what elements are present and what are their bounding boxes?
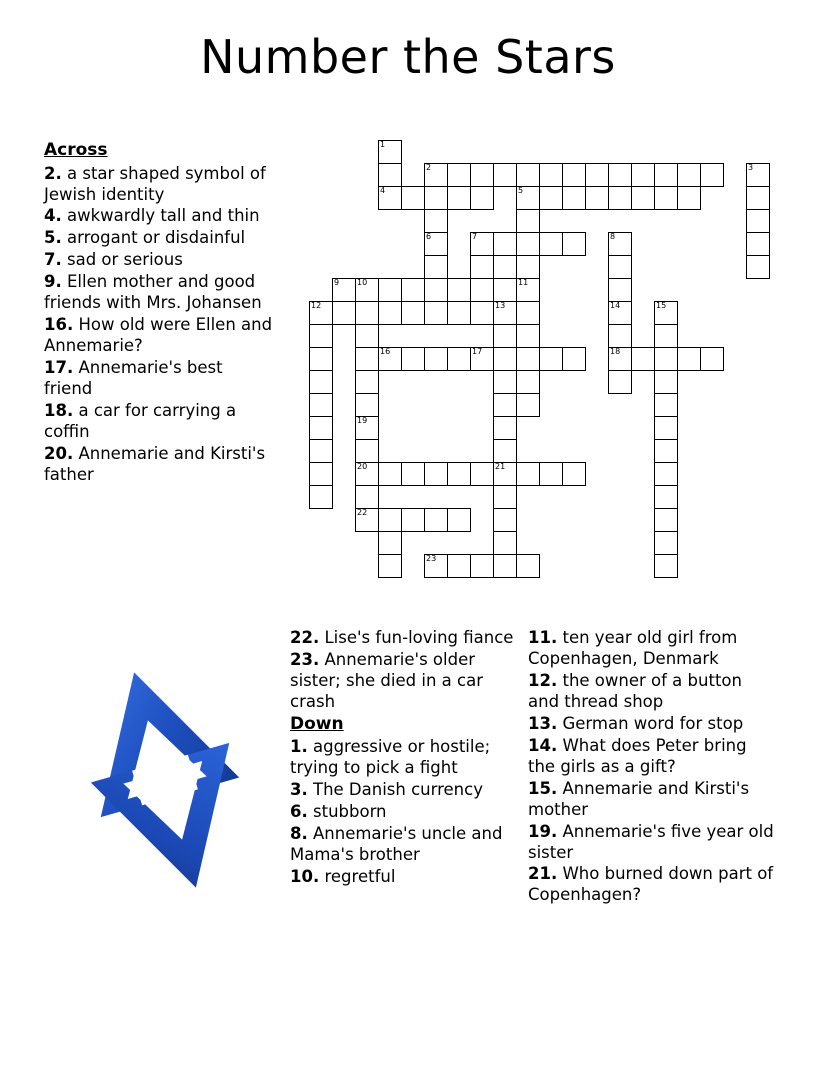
across-heading: Across <box>44 140 108 160</box>
grid-cell-number: 21 <box>495 462 506 471</box>
clue-number: 7. <box>44 250 62 270</box>
grid-cell[interactable] <box>516 347 540 371</box>
clue-item <box>44 315 274 357</box>
grid-cell[interactable] <box>631 347 655 371</box>
grid-cell[interactable] <box>516 278 540 302</box>
grid-cell-number: 22 <box>357 508 368 517</box>
grid-cell[interactable] <box>677 186 701 210</box>
grid-cell[interactable] <box>654 324 678 348</box>
grid-cell[interactable] <box>355 393 379 417</box>
clue-item <box>44 272 274 314</box>
clue-text: ten year old girl from Copenhagen, Denmark <box>528 628 738 668</box>
grid-cell-number: 14 <box>610 301 621 310</box>
page-title: Number the Stars <box>200 30 616 84</box>
grid-cell[interactable] <box>401 186 425 210</box>
grid-cell[interactable] <box>516 163 540 187</box>
grid-cell[interactable] <box>562 347 586 371</box>
grid-cell[interactable] <box>378 531 402 555</box>
grid-cell[interactable] <box>654 462 678 486</box>
grid-cell[interactable] <box>401 462 425 486</box>
clue-item <box>44 206 274 227</box>
grid-cell[interactable] <box>562 163 586 187</box>
grid-cell[interactable] <box>424 462 448 486</box>
grid-cell[interactable] <box>493 485 517 509</box>
clue-text: Who burned down part of Copenhagen? <box>528 864 774 905</box>
grid-cell[interactable] <box>447 347 471 371</box>
grid-cell[interactable] <box>355 278 379 302</box>
clue-number: 5. <box>44 228 62 248</box>
grid-cell[interactable] <box>447 508 471 532</box>
grid-cell[interactable] <box>309 416 333 440</box>
clue-text: a star shaped symbol of Jewish identity <box>44 163 266 204</box>
clue-text: stubborn <box>313 802 387 822</box>
grid-cell[interactable] <box>654 347 678 371</box>
grid-cell[interactable] <box>447 186 471 210</box>
grid-cell[interactable] <box>539 462 563 486</box>
clue-number: 16. <box>44 315 74 335</box>
clue-number: 23. <box>290 649 320 669</box>
grid-cell[interactable] <box>493 439 517 463</box>
grid-cell[interactable] <box>493 370 517 394</box>
grid-cell[interactable] <box>355 416 379 440</box>
clue-number: 14. <box>528 735 558 755</box>
clue-item <box>528 779 774 821</box>
clue-number: 11. <box>528 628 558 647</box>
grid-cell[interactable] <box>355 439 379 463</box>
clue-text: regretful <box>324 867 396 887</box>
grid-cell[interactable] <box>493 393 517 417</box>
grid-cell[interactable] <box>378 278 402 302</box>
grid-cell[interactable] <box>608 324 632 348</box>
grid-cell[interactable] <box>309 393 333 417</box>
grid-cell[interactable] <box>700 347 724 371</box>
grid-cell[interactable] <box>516 370 540 394</box>
grid-cell[interactable] <box>493 462 517 486</box>
grid-cell[interactable] <box>493 554 517 578</box>
clue-number: 2. <box>44 163 62 183</box>
grid-cell[interactable] <box>654 393 678 417</box>
grid-cell[interactable] <box>401 278 425 302</box>
grid-cell[interactable] <box>608 278 632 302</box>
clue-text: The Danish currency <box>313 780 483 800</box>
grid-cell[interactable] <box>355 370 379 394</box>
clue-item <box>290 867 522 888</box>
grid-cell[interactable] <box>654 186 678 210</box>
grid-cell[interactable] <box>309 439 333 463</box>
grid-cell[interactable] <box>355 347 379 371</box>
across-clue-list <box>44 140 274 487</box>
grid-cell[interactable] <box>378 140 402 164</box>
clue-item <box>528 736 774 778</box>
grid-cell[interactable] <box>309 485 333 509</box>
grid-cell-number: 15 <box>656 301 667 310</box>
grid-cell-number: 13 <box>495 301 506 310</box>
grid-cell[interactable] <box>516 255 540 279</box>
clue-number: 8. <box>290 824 308 844</box>
grid-cell[interactable] <box>654 301 678 325</box>
grid-cell[interactable] <box>447 462 471 486</box>
grid-cell[interactable] <box>493 278 517 302</box>
clue-number: 6. <box>290 802 308 822</box>
grid-cell[interactable] <box>608 255 632 279</box>
grid-cell-number: 1 <box>380 140 386 149</box>
clue-text: a car for carrying a coffin <box>44 401 237 442</box>
grid-cell-number: 6 <box>426 232 432 241</box>
grid-cell[interactable] <box>355 324 379 348</box>
grid-cell[interactable] <box>539 232 563 256</box>
grid-cell[interactable] <box>516 186 540 210</box>
clue-number: 15. <box>528 778 558 798</box>
grid-cell-number: 2 <box>426 163 432 172</box>
grid-cell[interactable] <box>424 278 448 302</box>
clue-number: 3. <box>290 780 308 800</box>
clue-number: 9. <box>44 272 62 292</box>
clue-item <box>290 780 522 801</box>
star-of-david-icon <box>40 640 290 920</box>
clue-item <box>44 250 274 271</box>
clue-item <box>290 824 522 866</box>
crossword-grid[interactable] <box>286 140 786 610</box>
clue-text: awkwardly tall and thin <box>67 206 260 226</box>
grid-cell[interactable] <box>654 508 678 532</box>
grid-cell[interactable] <box>355 301 379 325</box>
grid-cell-number: 12 <box>311 301 322 310</box>
grid-cell[interactable] <box>493 163 517 187</box>
grid-cell[interactable] <box>309 324 333 348</box>
clue-text: Ellen mother and good friends with Mrs. Johansen <box>44 272 262 313</box>
clue-text: Annemarie's uncle and Mama's brother <box>290 824 503 865</box>
down-heading: Down <box>290 713 344 734</box>
clue-number: 21. <box>528 864 558 884</box>
clue-item <box>44 358 274 400</box>
grid-cell[interactable] <box>378 186 402 210</box>
grid-cell[interactable] <box>608 347 632 371</box>
grid-cell[interactable] <box>608 232 632 256</box>
clue-item <box>290 802 522 823</box>
grid-cell[interactable] <box>539 163 563 187</box>
grid-cell-number: 16 <box>380 347 391 356</box>
clue-text: Annemarie's older sister; she died in a car crash <box>290 649 483 711</box>
grid-cell-number: 10 <box>357 278 368 287</box>
clue-item <box>290 737 522 779</box>
grid-cell[interactable] <box>424 347 448 371</box>
grid-cell[interactable] <box>470 462 494 486</box>
grid-cell[interactable] <box>424 255 448 279</box>
grid-cell[interactable] <box>378 301 402 325</box>
grid-cell[interactable] <box>654 163 678 187</box>
grid-cell[interactable] <box>516 209 540 233</box>
grid-cell[interactable] <box>654 485 678 509</box>
grid-cell[interactable] <box>493 301 517 325</box>
grid-cell[interactable] <box>746 186 770 210</box>
grid-cell[interactable] <box>424 186 448 210</box>
clue-item <box>528 671 774 713</box>
grid-cell[interactable] <box>355 508 379 532</box>
clue-number: 1. <box>290 737 308 757</box>
grid-cell-number: 18 <box>610 347 621 356</box>
grid-cell[interactable] <box>470 255 494 279</box>
grid-cell[interactable] <box>493 416 517 440</box>
grid-cell-number: 4 <box>380 186 386 195</box>
clue-text: What does Peter bring the girls as a gift? <box>528 735 747 776</box>
grid-cell[interactable] <box>493 324 517 348</box>
clue-number: 12. <box>528 670 558 690</box>
clue-number: 4. <box>44 206 62 226</box>
grid-cell[interactable] <box>585 186 609 210</box>
grid-cell[interactable] <box>516 393 540 417</box>
grid-cell-number: 9 <box>334 278 340 287</box>
grid-cell-number: 20 <box>357 462 368 471</box>
grid-cell[interactable] <box>562 462 586 486</box>
grid-cell-number: 23 <box>426 554 437 563</box>
clue-column-right <box>528 628 774 907</box>
clue-number: 18. <box>44 401 74 421</box>
clue-item <box>44 164 274 206</box>
grid-cell[interactable] <box>516 462 540 486</box>
grid-cell[interactable] <box>539 186 563 210</box>
grid-cell[interactable] <box>539 347 563 371</box>
grid-cell[interactable] <box>378 163 402 187</box>
grid-cell[interactable] <box>470 186 494 210</box>
grid-cell[interactable] <box>332 278 356 302</box>
grid-cell-number: 5 <box>518 186 524 195</box>
grid-cell[interactable] <box>401 301 425 325</box>
clue-item <box>528 864 774 906</box>
clue-text: Annemarie and Kirsti's father <box>44 443 266 484</box>
clue-text: aggressive or hostile; trying to pick a fight <box>290 737 491 778</box>
grid-cell[interactable] <box>700 163 724 187</box>
grid-cell[interactable] <box>746 209 770 233</box>
grid-cell[interactable] <box>424 301 448 325</box>
grid-cell[interactable] <box>493 232 517 256</box>
grid-cell[interactable] <box>378 347 402 371</box>
grid-cell[interactable] <box>516 301 540 325</box>
grid-cell[interactable] <box>677 347 701 371</box>
grid-cell[interactable] <box>424 232 448 256</box>
grid-cell-number: 19 <box>357 416 368 425</box>
clue-item <box>44 401 274 443</box>
grid-cell[interactable] <box>424 209 448 233</box>
grid-cell[interactable] <box>401 347 425 371</box>
grid-cell[interactable] <box>355 462 379 486</box>
grid-cell[interactable] <box>378 508 402 532</box>
grid-cell[interactable] <box>309 462 333 486</box>
grid-cell[interactable] <box>378 462 402 486</box>
grid-cell[interactable] <box>470 232 494 256</box>
clue-number: 22. <box>290 628 320 647</box>
grid-cell[interactable] <box>677 163 701 187</box>
grid-cell-number: 8 <box>610 232 616 241</box>
grid-cell[interactable] <box>654 531 678 555</box>
grid-cell[interactable] <box>516 554 540 578</box>
clue-item <box>290 628 522 649</box>
grid-cell[interactable] <box>309 347 333 371</box>
clue-text: Annemarie and Kirsti's mother <box>528 778 750 819</box>
grid-cell[interactable] <box>470 301 494 325</box>
grid-cell[interactable] <box>654 370 678 394</box>
grid-cell[interactable] <box>309 370 333 394</box>
grid-cell[interactable] <box>424 554 448 578</box>
clue-item <box>44 444 274 486</box>
grid-cell[interactable] <box>608 301 632 325</box>
grid-cell[interactable] <box>516 232 540 256</box>
clue-text: Lise's fun-loving fiance <box>324 628 514 647</box>
grid-cell[interactable] <box>608 370 632 394</box>
grid-cell[interactable] <box>378 554 402 578</box>
grid-cell[interactable] <box>631 186 655 210</box>
grid-cell[interactable] <box>746 163 770 187</box>
grid-cell[interactable] <box>309 301 333 325</box>
grid-cell[interactable] <box>447 301 471 325</box>
grid-cell[interactable] <box>355 485 379 509</box>
grid-cell[interactable] <box>608 163 632 187</box>
clue-number: 19. <box>528 821 558 841</box>
clue-text: Annemarie's five year old sister <box>528 821 774 862</box>
grid-cell[interactable] <box>470 278 494 302</box>
clue-text: German word for stop <box>562 713 744 733</box>
clue-item <box>44 228 274 249</box>
grid-cell[interactable] <box>447 163 471 187</box>
grid-cell[interactable] <box>608 186 632 210</box>
grid-cell[interactable] <box>516 324 540 348</box>
grid-cell[interactable] <box>562 186 586 210</box>
clue-text: How old were Ellen and Annemarie? <box>44 315 273 356</box>
clue-number: 17. <box>44 358 74 378</box>
clue-column-middle <box>290 628 522 889</box>
clue-text: arrogant or disdainful <box>67 228 246 248</box>
grid-cell[interactable] <box>470 163 494 187</box>
grid-cell[interactable] <box>470 347 494 371</box>
grid-cell[interactable] <box>332 301 356 325</box>
grid-cell[interactable] <box>470 554 494 578</box>
grid-cell[interactable] <box>654 439 678 463</box>
grid-cell[interactable] <box>424 508 448 532</box>
clue-item <box>290 650 522 713</box>
grid-cell[interactable] <box>493 347 517 371</box>
grid-cell-number: 17 <box>472 347 483 356</box>
clue-text: the owner of a button and thread shop <box>528 670 742 711</box>
grid-cell[interactable] <box>493 508 517 532</box>
clue-item <box>528 822 774 864</box>
grid-cell[interactable] <box>447 554 471 578</box>
grid-cell[interactable] <box>424 163 448 187</box>
clue-item <box>528 628 774 670</box>
grid-cell[interactable] <box>562 232 586 256</box>
grid-cell-number: 3 <box>748 163 754 172</box>
grid-cell[interactable] <box>654 554 678 578</box>
grid-cell[interactable] <box>631 163 655 187</box>
clue-item <box>528 714 774 735</box>
clue-number: 10. <box>290 867 320 887</box>
clue-number: 13. <box>528 713 558 733</box>
grid-cell[interactable] <box>654 416 678 440</box>
clue-number: 20. <box>44 443 74 463</box>
grid-cell[interactable] <box>746 232 770 256</box>
grid-cell[interactable] <box>585 163 609 187</box>
clue-text: sad or serious <box>67 250 183 270</box>
grid-cell-number: 7 <box>472 232 478 241</box>
grid-cell-number: 11 <box>518 278 529 287</box>
grid-cell[interactable] <box>493 531 517 555</box>
grid-cell[interactable] <box>746 255 770 279</box>
grid-cell[interactable] <box>401 508 425 532</box>
grid-cell[interactable] <box>447 278 471 302</box>
clue-text: Annemarie's best friend <box>44 358 223 399</box>
